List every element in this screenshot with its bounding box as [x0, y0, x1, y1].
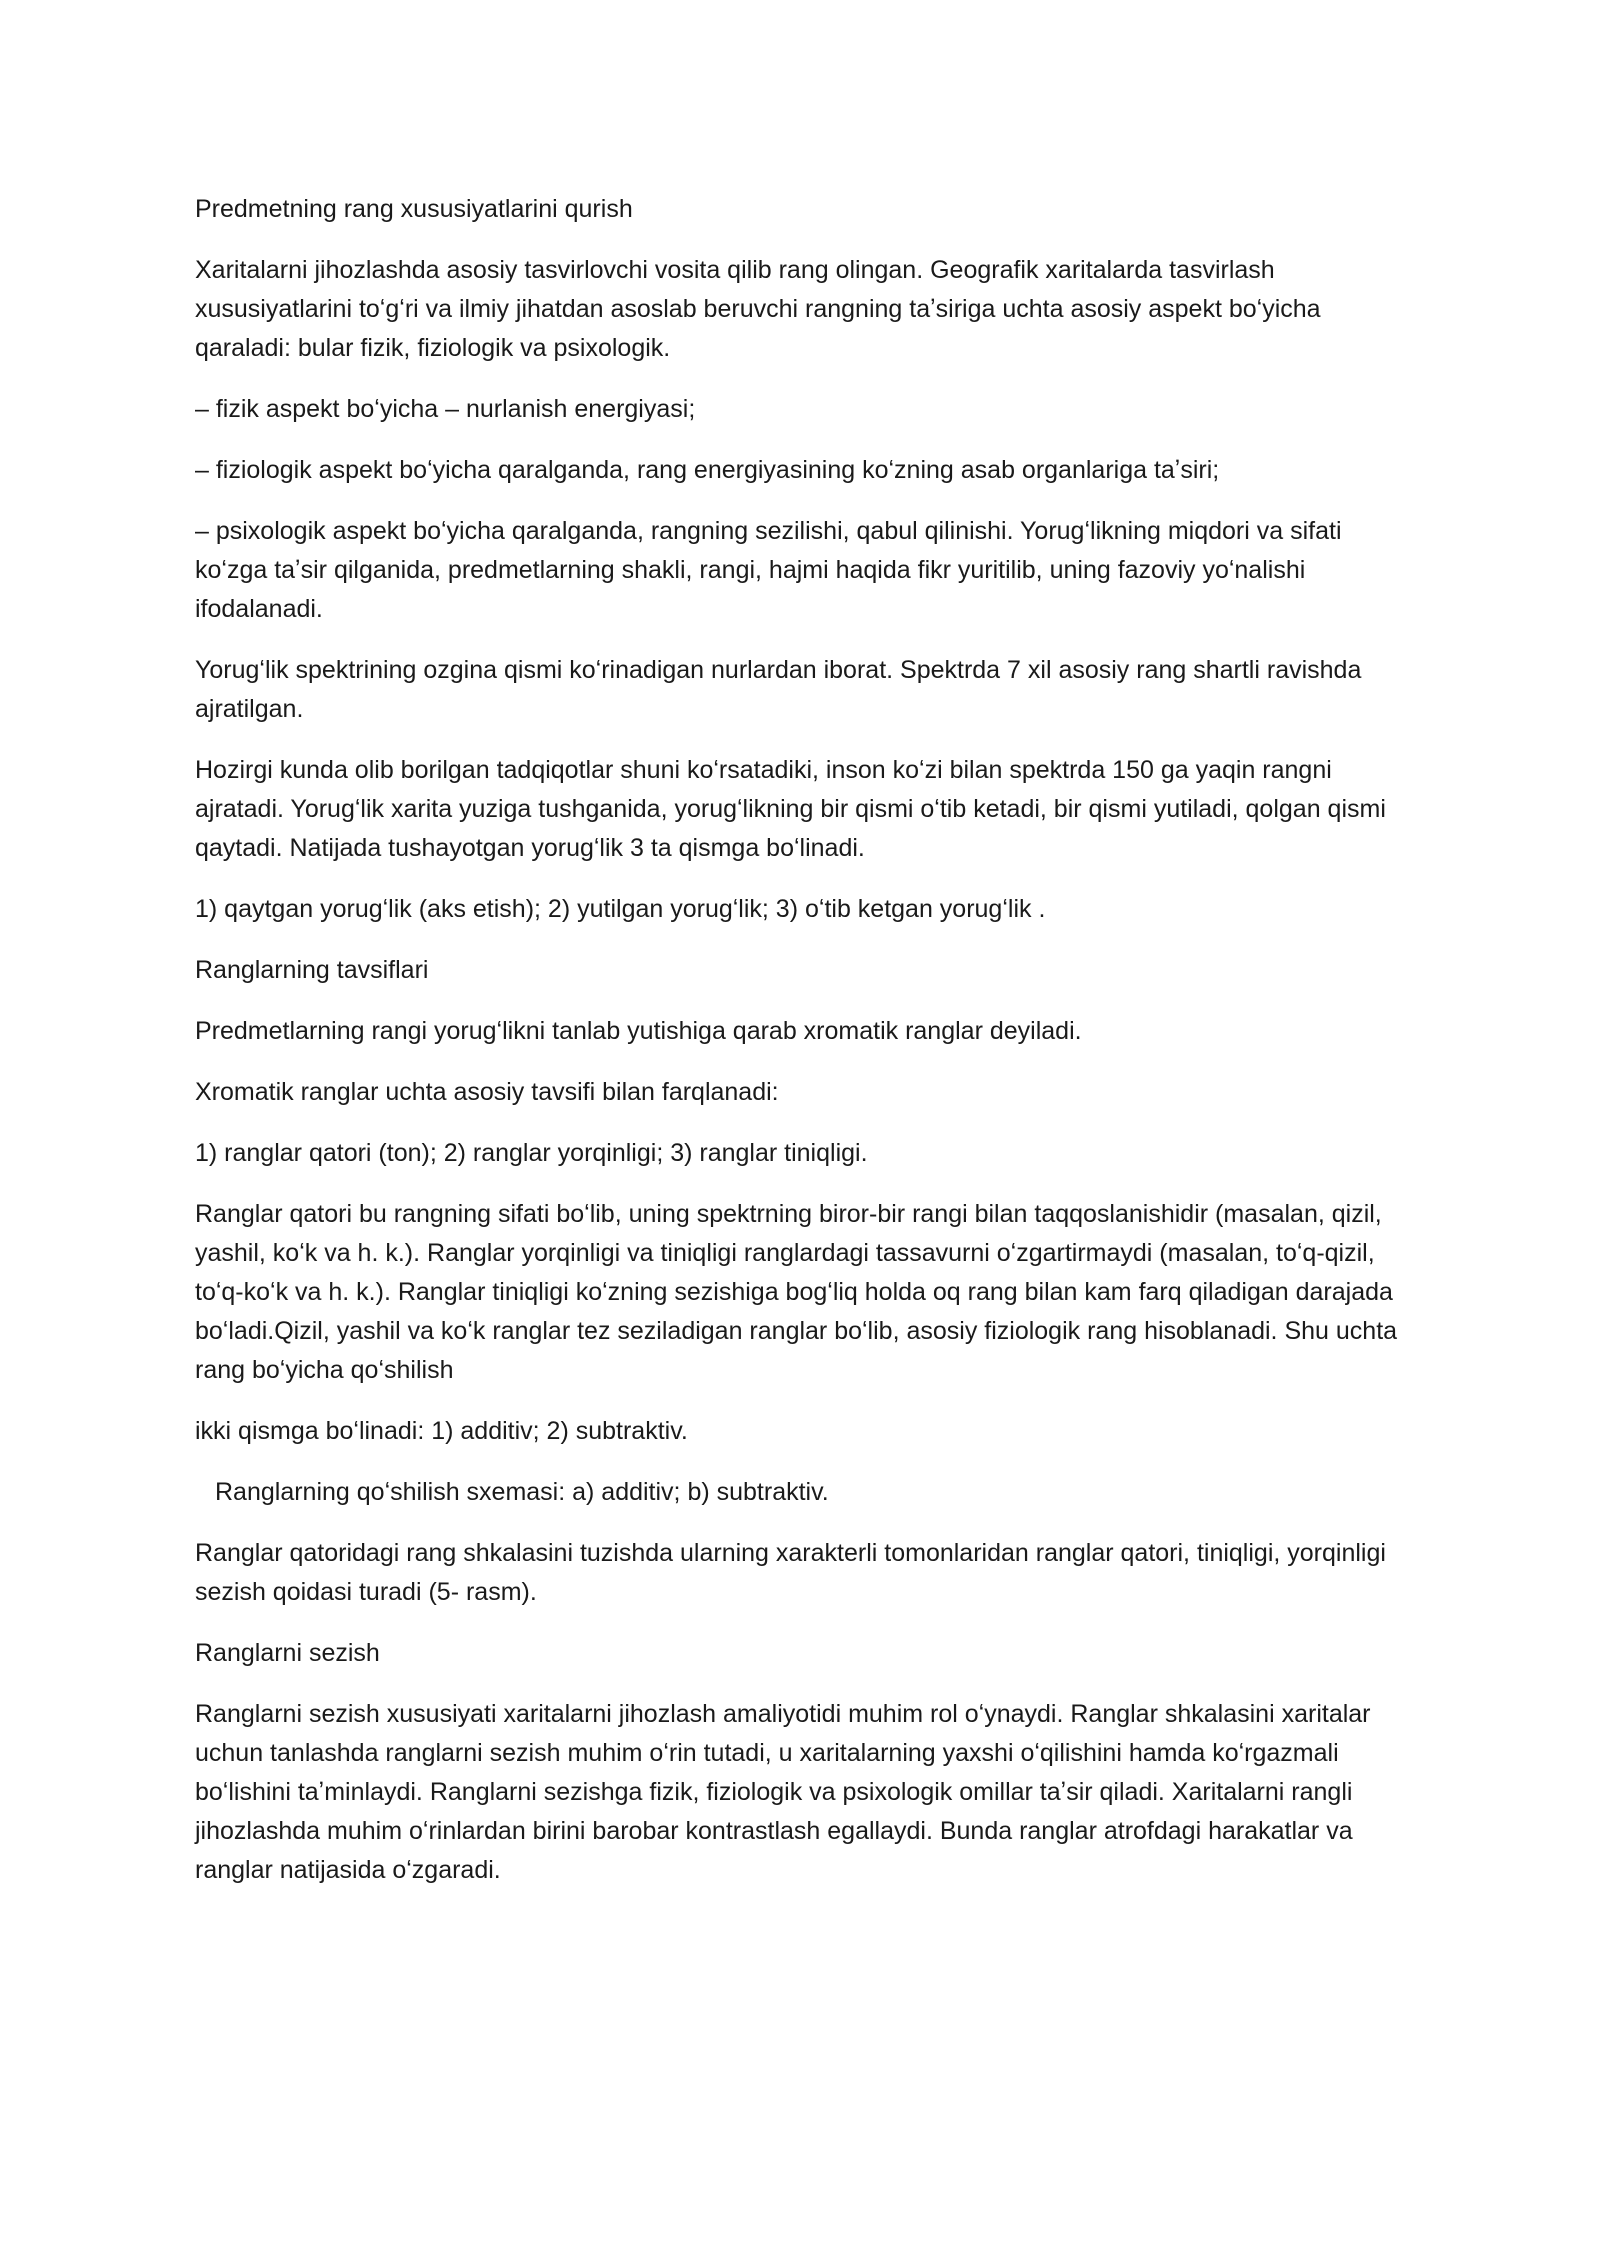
intro-paragraph: Xaritalarni jihozlashda asosiy tasvirlovchi vosita qilib rang olingan. Geografik xaritalarda tasvirlash xususiyatlarini toʻgʻri va ilmiy jihatdan asoslab beruvchi rangning taʼsiriga uchta asosiy aspekt boʻyicha qaraladi: bular fizik, fiziologik va psixologik. [195, 256, 1321, 362]
section-heading-color-properties: Predmetning rang xususiyatlarini qurish [195, 195, 633, 223]
list-item-physical-aspect: – fizik aspekt boʻyicha – nurlanish energiyasi; [195, 395, 696, 423]
mixing-scheme-caption: Ranglarning qoʻshilish sxemasi: a) additiv; b) subtraktiv. [215, 1478, 829, 1506]
section-heading-color-perception: Ranglarni sezish [195, 1639, 380, 1667]
hue-description-paragraph: Ranglar qatori bu rangning sifati boʻlib, uning spektrning biror-bir rangi bilan taqqoslanishidir (masalan, qizil, yashil, koʻk va h. k.). Ranglar yorqinligi va tiniqligi ranglardagi tassavurni oʻzgartirmaydi (masalan, toʻq-qizil, toʻq-koʻk va h. k.). Ranglar tiniqligi koʻzning sezishiga bogʻliq holda oq rang bilan kam farq qiladigan darajada boʻladi.Qizil, yashil va koʻk ranglar tez seziladigan ranglar boʻlib, asosiy fiziologik rang hisoblanadi. Shu uchta rang boʻyicha qoʻshilish [195, 1200, 1398, 1384]
chromatic-definition-paragraph: Predmetlarning rangi yorugʻlikni tanlab yutishiga qarab xromatik ranglar deyiladi. [195, 1017, 1082, 1045]
light-parts-list: 1) qaytgan yorugʻlik (aks etish); 2) yutilgan yorugʻlik; 3) oʻtib ketgan yorugʻlik . [195, 895, 1046, 923]
research-paragraph: Hozirgi kunda olib borilgan tadqiqotlar shuni koʻrsatadiki, inson koʻzi bilan spektrda 150 ga yaqin rangni ajratadi. Yorugʻlik xarita yuziga tushganida, yorugʻlikning bir qismi oʻtib ketadi, bir qismi yutiladi, qolgan qismi qaytadi. Natijada tushayotgan yorugʻlik 3 ta qismga boʻlinadi. [195, 756, 1386, 862]
spectrum-paragraph: Yorugʻlik spektrining ozgina qismi koʻrinadigan nurlardan iborat. Spektrda 7 xil asosiy rang shartli ravishda ajratilgan. [195, 656, 1362, 723]
color-perception-paragraph: Ranglarni sezish xususiyati xaritalarni jihozlash amaliyotidi muhim rol oʻynaydi. Ranglar shkalasini xaritalar uchun tanlashda ranglarni sezish muhim oʻrin tutadi, u xaritalarning yaxshi oʻqilishini hamda koʻrgazmali boʻlishini taʼminlaydi. Ranglarni sezishga fizik, fiziologik va psixologik omillar taʼsir qiladi. Xaritalarni rangli jihozlashda muhim oʻrinlardan birini barobar kontrastlash egallaydi. Bunda ranglar atrofdagi harakatlar va ranglar natijasida oʻzgaradi. [195, 1700, 1371, 1884]
list-item-psychological-aspect: – psixologik aspekt boʻyicha qaralganda, rangning sezilishi, qabul qilinishi. Yorugʻlikning miqdori va sifati koʻzga taʼsir qilganida, predmetlarning shakli, rangi, hajmi haqida fikr yuritilib, uning fazoviy yoʻnalishi ifodalanadi. [195, 517, 1342, 623]
list-item-physiological-aspect: – fiziologik aspekt boʻyicha qaralganda, rang energiyasining koʻzning asab organlariga taʼsiri; [195, 456, 1220, 484]
chromatic-characteristics-paragraph: Xromatik ranglar uchta asosiy tavsifi bilan farqlanadi: [195, 1078, 779, 1106]
mixing-types-paragraph: ikki qismga boʻlinadi: 1) additiv; 2) subtraktiv. [195, 1417, 688, 1445]
document-page [195, 190, 1420, 1912]
section-heading-color-descriptions: Ranglarning tavsiflari [195, 956, 429, 984]
color-scale-paragraph: Ranglar qatoridagi rang shkalasini tuzishda ularning xarakterli tomonlaridan ranglar qatori, tiniqligi, yorqinligi sezish qoidasi turadi (5- rasm). [195, 1539, 1386, 1606]
characteristics-list: 1) ranglar qatori (ton); 2) ranglar yorqinligi; 3) ranglar tiniqligi. [195, 1139, 868, 1167]
